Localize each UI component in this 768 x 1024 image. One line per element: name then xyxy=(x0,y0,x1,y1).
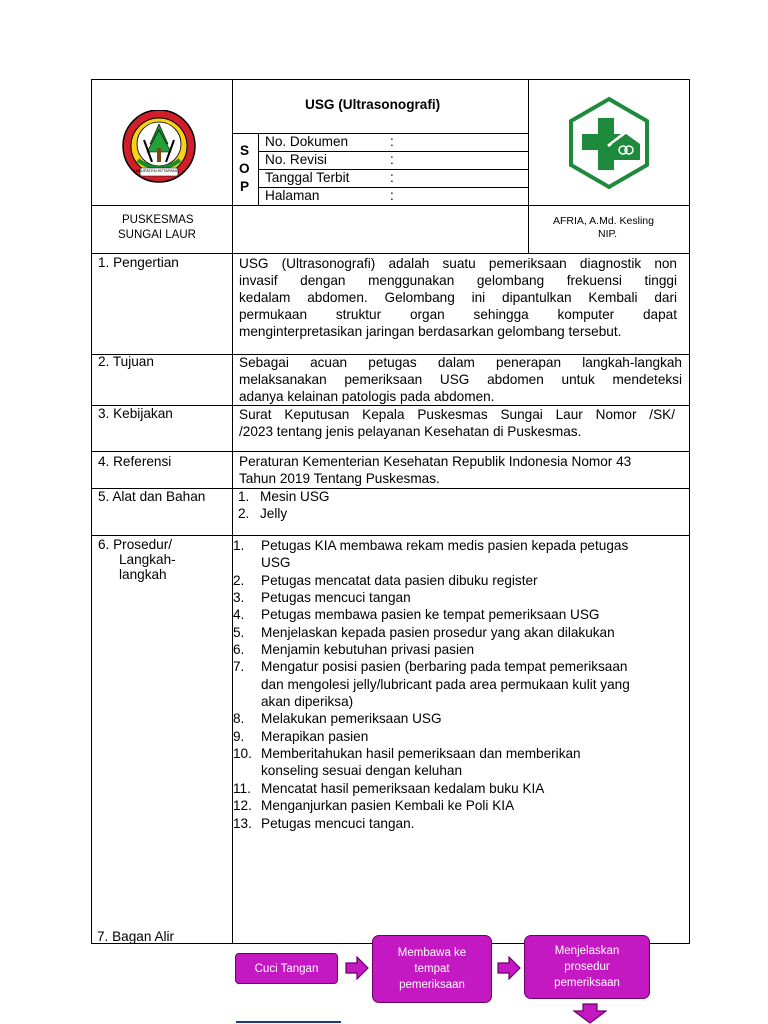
institution-name-line1: PUSKESMAS xyxy=(122,214,194,226)
text-line: adanya kelainan patologis pada abdomen. xyxy=(239,389,495,404)
regency-logo-caption: KABUPATEN KETAPANG xyxy=(133,168,179,173)
kebijakan-text xyxy=(239,406,675,440)
list-text: Jelly xyxy=(260,506,288,522)
list-text: Memberitahukan hasil pemeriksaan dan memberikan xyxy=(261,746,581,762)
puskesmas-logo xyxy=(562,96,656,190)
list-item xyxy=(238,505,678,522)
list-item xyxy=(233,710,683,727)
list-item xyxy=(233,728,683,745)
flow-step-menjelaskan xyxy=(524,935,650,999)
list-item xyxy=(233,641,683,658)
list-item xyxy=(233,572,683,589)
doc-number-label: No. Dokumen xyxy=(265,134,349,149)
tujuan-text xyxy=(239,354,682,405)
text-line: /2023 tentang jenis pelayanan Kesehatan di Puskesmas. xyxy=(239,424,582,439)
list-item xyxy=(238,488,678,505)
flow-step-text: Membawa ke xyxy=(397,947,467,959)
list-text: Menjelaskan kepada pasien prosedur yang akan dilakukan xyxy=(261,624,615,640)
issue-date-sep: : xyxy=(390,170,394,185)
sop-letter-s: S xyxy=(240,143,250,158)
list-number: 2. xyxy=(233,572,245,588)
sop-letter-p: P xyxy=(240,179,250,194)
signer-name: AFRIA, A.Md. Kesling xyxy=(553,215,654,227)
list-number: 5. xyxy=(233,624,245,640)
referensi-text xyxy=(239,453,685,487)
revision-sep: : xyxy=(390,152,394,167)
flow-step-text: pemeriksaan xyxy=(554,977,620,989)
list-number: 1. xyxy=(238,489,250,504)
section-label-prosedur: 6. Prosedur/ xyxy=(98,537,173,552)
list-item xyxy=(233,780,683,797)
text-line: kedalam abdomen. Gelombang ini dipantulkan Kembali dari xyxy=(239,290,677,305)
list-text: Menganjurkan pasien Kembali ke Poli KIA xyxy=(261,798,515,814)
flow-step-text: Cuci Tangan xyxy=(254,963,319,975)
flow-arrow-right-icon xyxy=(497,956,521,980)
list-number: 1. xyxy=(233,538,245,553)
page-sep: : xyxy=(390,188,394,203)
section-label-kebijakan: 3. Kebijakan xyxy=(98,406,173,421)
list-item xyxy=(233,589,683,606)
text-line: USG (Ultrasonografi) adalah suatu pemeriksaan diagnostik non xyxy=(239,256,677,271)
alat-list xyxy=(238,488,678,523)
list-number: 3. xyxy=(233,590,245,606)
list-text: USG xyxy=(261,555,291,571)
section-label-bagan: 7. Bagan Alir xyxy=(97,929,175,944)
flow-step-membawa xyxy=(372,935,492,1003)
page-label: Halaman xyxy=(265,188,320,203)
section-label-alat: 5. Alat dan Bahan xyxy=(98,489,206,504)
list-number: 9. xyxy=(233,728,245,744)
list-text: dan mengolesi jelly/lubricant pada area permukaan kulit yang xyxy=(261,676,630,692)
section-label-prosedur-3: langkah xyxy=(119,567,167,582)
list-number: 4. xyxy=(233,607,245,623)
institution-name-line2: SUNGAI LAUR xyxy=(118,229,196,241)
list-item xyxy=(233,606,683,623)
text-line: Surat Keputusan Kepala Puskesmas Sungai Laur Nomor /SK/ xyxy=(239,407,675,422)
section-label-referensi: 4. Referensi xyxy=(98,454,172,469)
section-label-prosedur-2: Langkah- xyxy=(119,552,176,567)
flow-step-text: pemeriksaan xyxy=(399,979,465,991)
list-text: Mencatat hasil pemeriksaan kedalam buku KIA xyxy=(261,780,545,796)
list-item xyxy=(233,658,683,710)
sop-letter-o: O xyxy=(239,161,250,176)
list-text: Mengatur posisi pasien (berbaring pada tempat pemeriksaan xyxy=(261,659,628,675)
list-text: Petugas KIA membawa rekam medis pasien kepada petugas xyxy=(261,538,629,553)
pengertian-text xyxy=(239,255,677,340)
revision-label: No. Revisi xyxy=(265,152,327,167)
list-item xyxy=(233,537,683,572)
list-item xyxy=(233,745,683,780)
list-text: konseling sesuai dengan keluhan xyxy=(261,763,463,779)
issue-date-label: Tanggal Terbit xyxy=(265,170,350,185)
list-number: 6. xyxy=(233,642,245,658)
flow-step-cuci-tangan xyxy=(235,953,338,984)
list-item xyxy=(233,624,683,641)
list-text: Mesin USG xyxy=(260,489,330,504)
list-text: Merapikan pasien xyxy=(261,728,369,744)
text-line: menginterpretasikan jaringan berdasarkan gelombang tersebut. xyxy=(239,324,622,339)
list-text: Melakukan pemeriksaan USG xyxy=(261,711,442,727)
flow-step-text: Menjelaskan xyxy=(554,945,620,957)
list-text: Menjamin kebutuhan privasi pasien xyxy=(261,642,475,658)
list-number: 8. xyxy=(233,711,245,727)
flow-step-text: tempat xyxy=(414,963,450,975)
list-text: Petugas membawa pasien ke tempat pemeriksaan USG xyxy=(261,607,600,623)
list-item xyxy=(233,815,683,832)
list-number: 2. xyxy=(238,506,250,522)
signer-nip: NIP. xyxy=(598,228,618,240)
list-text: Petugas mencatat data pasien dibuku register xyxy=(261,572,538,588)
flow-connector-line xyxy=(236,1021,341,1023)
list-text: Petugas mencuci tangan xyxy=(261,590,411,606)
list-item xyxy=(233,797,683,814)
flow-arrow-right-icon xyxy=(345,956,369,980)
list-number: 7. xyxy=(233,659,245,675)
list-text: akan diperiksa) xyxy=(261,694,354,710)
text-line: invasif dengan menggunakan gelombang frekuensi tinggi xyxy=(239,273,677,288)
list-number: 11. xyxy=(233,780,251,796)
text-line: Sebagai acuan petugas dalam penerapan langkah-langkah xyxy=(239,355,682,370)
section-label-tujuan: 2. Tujuan xyxy=(98,354,154,369)
text-line: melaksanakan pemeriksaan USG abdomen untuk mendeteksi xyxy=(239,372,682,387)
text-line: permukaan struktur organ sehingga komputer dapat xyxy=(239,307,677,322)
prosedur-list xyxy=(233,537,683,832)
page-title: USG (Ultrasonografi) xyxy=(305,97,441,112)
text-line: Tahun 2019 Tentang Puskesmas. xyxy=(239,471,440,486)
list-number: 12. xyxy=(233,798,252,814)
flow-arrow-down-icon xyxy=(573,1003,607,1024)
list-number: 10. xyxy=(233,746,252,762)
list-number: 13. xyxy=(233,815,252,831)
doc-number-sep: : xyxy=(390,134,394,149)
section-label-pengertian: 1. Pengertian xyxy=(98,255,179,270)
text-line: Peraturan Kementerian Kesehatan Republik Indonesia Nomor 43 xyxy=(239,454,632,469)
list-text: Petugas mencuci tangan. xyxy=(261,815,415,831)
flow-step-text: prosedur xyxy=(564,961,610,973)
